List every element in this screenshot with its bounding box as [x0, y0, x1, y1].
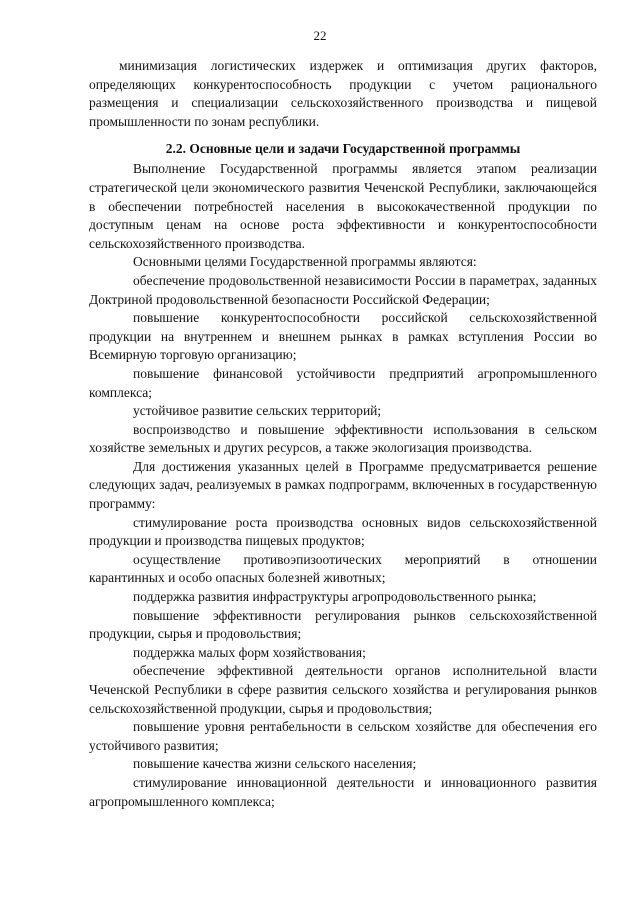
- goal-item-financial-stability: повышение финансовой устойчивости предприятий агропромышленного комплекса;: [89, 365, 597, 400]
- page-number: 22: [313, 28, 327, 43]
- task-item-executive-authorities: обеспечение эффективной деятельности органов исполнительной власти Чеченской Республики в сфере развития сельского хозяйства и регулирования рынков сельскохозяйственной продукции, сырья и продовольствия;: [89, 663, 597, 716]
- intro-paragraph: минимизация логистических издержек и оптимизация других факторов, определяющих конкурентоспособность продукции с учетом рационального размещения и специализации сельскохозяйственного производства и пищевой промышленности по зонам республики.: [89, 58, 597, 129]
- section-heading: 2.2. Основные цели и задачи Государственной программы: [165, 141, 521, 157]
- task-item-market-regulation: повышение эффективности регулирования рынков сельскохозяйственной продукции, сырья и продовольствия;: [89, 607, 597, 642]
- task-item-quality-of-life: повышение качества жизни сельского населения;: [133, 756, 417, 772]
- paragraph-tasks-intro: Для достижения указанных целей в Программе предусматривается решение следующих задач, реализуемых в рамках подпрограмм, включенных в государственную программу:: [89, 458, 597, 512]
- goal-item-food-independence: обеспечение продовольственной независимости России в параметрах, заданных Доктриной продовольственной безопасности Российской Федерации;: [89, 272, 597, 307]
- task-item-production-growth: стимулирование роста производства основных видов сельскохозяйственной продукции и производства пищевых продуктов;: [89, 514, 597, 549]
- goal-item-rural-development: устойчивое развитие сельских территорий;: [133, 403, 382, 419]
- goal-item-resources: воспроизводство и повышение эффективности использования в сельском хозяйстве земельных и других ресурсов, а также экологизация производства.: [89, 421, 597, 456]
- paragraph-goals-intro: Основными целями Государственной программы являются:: [133, 254, 477, 270]
- task-item-epizootic-measures: осуществление противоэпизоотических мероприятий в отношении карантинных и особо опасных болезней животных;: [89, 551, 597, 586]
- goal-item-competitiveness: повышение конкурентоспособности российской сельскохозяйственной продукции на внутреннем и внешнем рынках в рамках вступления России во Всемирную торговую организацию;: [89, 310, 597, 363]
- paragraph-implementation: Выполнение Государственной программы является этапом реализации стратегической цели экономического развития Чеченской Республики, заключающейся в обеспечении потребностей населения в высококачественной продукции по доступным ценам на основе роста эффективности и конкурентоспособности сельскохозяйственного производства.: [89, 161, 597, 251]
- task-item-profitability: повышение уровня рентабельности в сельском хозяйстве для обеспечения его устойчивого развития;: [89, 719, 597, 753]
- task-item-market-infrastructure: поддержка развития инфраструктуры агропродовольственного рынка;: [133, 589, 537, 605]
- document-body: [89, 57, 597, 811]
- task-item-innovation: стимулирование инновационной деятельности и инновационного развития агропромышленного комплекса;: [89, 774, 597, 809]
- task-item-small-farms: поддержка малых форм хозяйствования;: [133, 644, 366, 660]
